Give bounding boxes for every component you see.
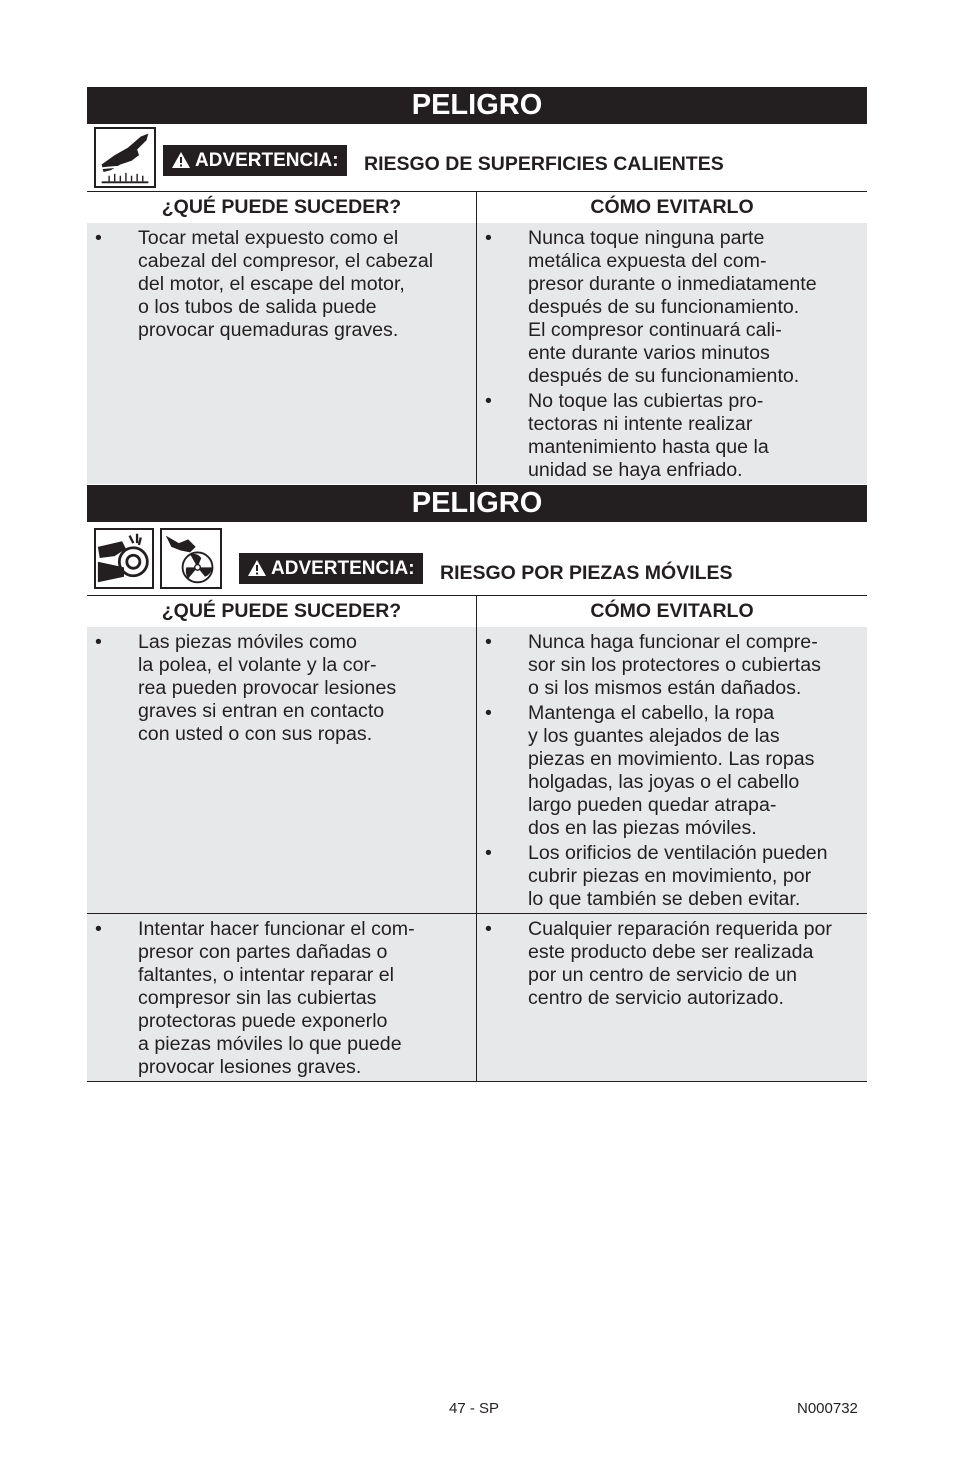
warning-triangle-icon	[247, 556, 267, 587]
table-header	[87, 191, 867, 224]
table-row	[87, 223, 867, 484]
danger-banner: PELIGRO	[87, 87, 867, 124]
table-row	[87, 627, 867, 914]
list-item: • Nunca haga funcionar el compre- sor sin los protectores o cubiertas o si los mismos están dañados.	[485, 631, 821, 699]
hot-surface-hand-icon	[94, 127, 156, 188]
hazard-title: RIESGO DE SUPERFICIES CALIENTES	[364, 153, 724, 175]
list-item: • Cualquier reparación requerida por este producto debe ser realizada por un centro de servicio de un centro de servicio autorizado.	[485, 918, 832, 1009]
list-item: • No toque las cubiertas pro- tectoras ni intente realizar mantenimiento hasta que la unidad se haya enfriado.	[485, 390, 769, 481]
document-code: N000732	[797, 1400, 858, 1417]
cell-right	[477, 631, 867, 913]
advertencia-text: ADVERTENCIA:	[271, 558, 415, 579]
advertencia-label	[163, 145, 347, 176]
cell-left	[87, 631, 467, 748]
col-what-can-happen: ¿QUÉ PUEDE SUCEDER?	[161, 196, 402, 218]
list-item: • Los orificios de ventilación pueden cubrir piezas en movimiento, por lo que también se deben evitar.	[485, 842, 828, 910]
list-item: • Mantenga el cabello, la ropa y los guantes alejados de las piezas en movimiento. Las ropas holgadas, las joyas o el cabello largo pueden quedar atrapa- dos en las piezas móviles.	[485, 702, 815, 839]
list-item: • Intentar hacer funcionar el com- presor con partes dañadas o faltantes, o intentar reparar el compresor sin las cubiertas protectoras puede exponerlo a piezas móviles lo que puede provocar lesiones graves.	[95, 918, 415, 1078]
list-item: • Nunca toque ninguna parte metálica expuesta del com- presor durante o inmediatamente después de su funcionamiento. El compresor continuará cali- ente durante varios minutos después de su funcionamiento.	[485, 227, 817, 387]
danger-banner: PELIGRO	[87, 485, 867, 522]
col-how-to-prevent: CÓMO EVITARLO	[590, 600, 754, 622]
table-row	[87, 914, 867, 1082]
fan-hand-icon	[160, 528, 222, 589]
cell-right	[477, 918, 867, 1012]
warning-triangle-icon	[171, 148, 191, 179]
cell-right	[477, 227, 867, 484]
page-number: 47 - SP	[449, 1400, 500, 1417]
pulley-hand-icon	[94, 528, 154, 589]
cell-left	[87, 918, 467, 1081]
col-what-can-happen: ¿QUÉ PUEDE SUCEDER?	[161, 600, 402, 622]
advertencia-text: ADVERTENCIA:	[195, 150, 339, 171]
list-item: • Tocar metal expuesto como el cabezal del compresor, el cabezal del motor, el escape del motor, o los tubos de salida puede provocar quemaduras graves.	[95, 227, 434, 341]
advertencia-label	[239, 553, 423, 584]
cell-left	[87, 227, 467, 344]
table-header	[87, 595, 867, 628]
hazard-title: RIESGO POR PIEZAS MÓVILES	[440, 562, 733, 584]
list-item: • Las piezas móviles como la polea, el volante y la cor- rea pueden provocar lesiones graves si entran en contacto con usted o con sus ropas.	[95, 631, 397, 745]
col-how-to-prevent: CÓMO EVITARLO	[590, 196, 754, 218]
